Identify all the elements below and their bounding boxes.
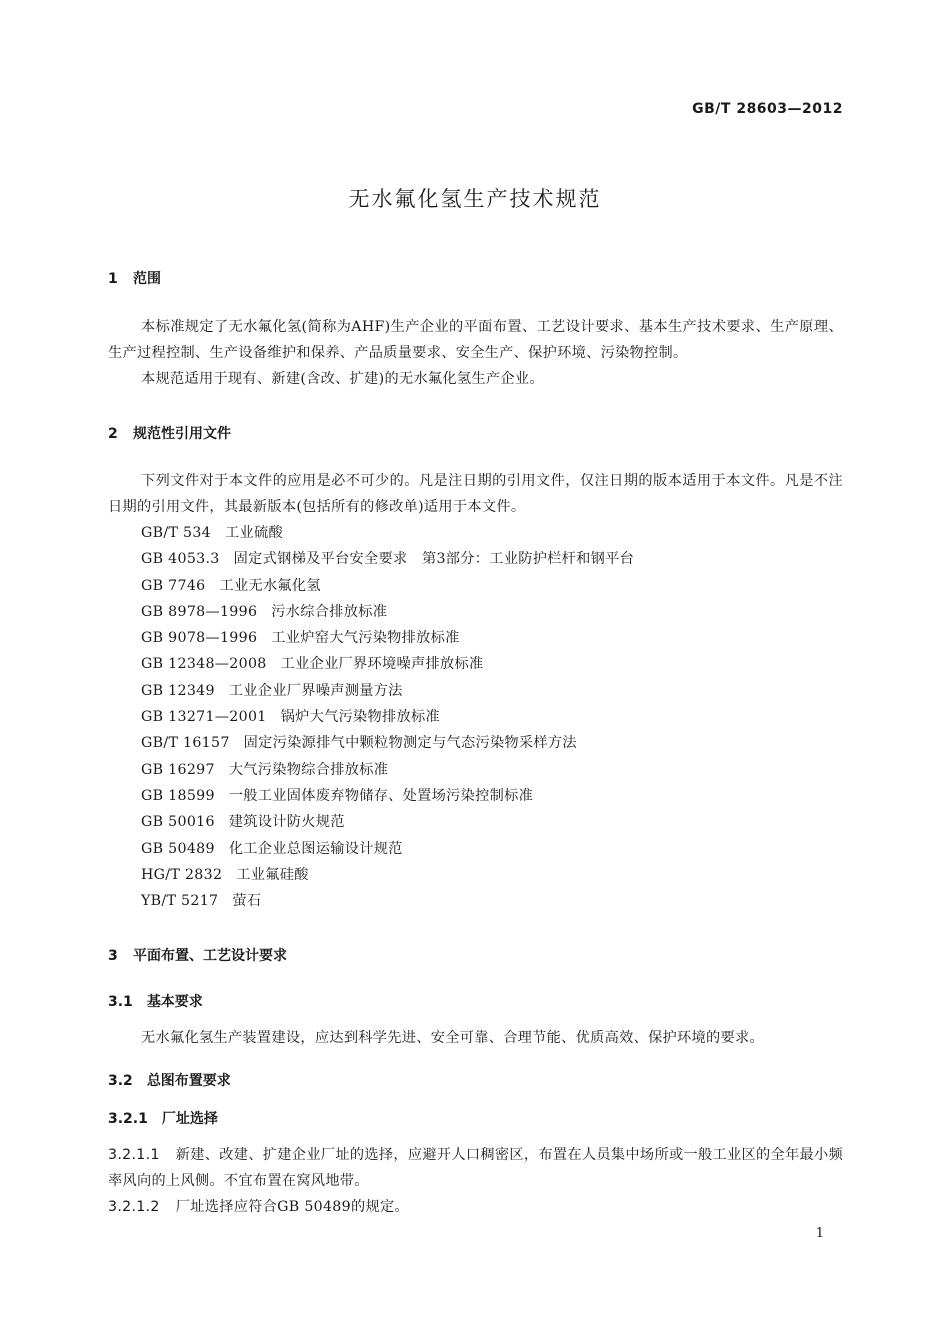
reference-code: GB 13271—2001 — [141, 709, 267, 726]
reference-title: 大气污染物综合排放标准 — [228, 761, 389, 778]
reference-code: GB 50016 — [141, 814, 215, 831]
reference-item — [108, 862, 843, 888]
reference-item — [108, 625, 843, 651]
reference-item — [108, 520, 843, 546]
reference-title: 固定式钢梯及平台安全要求 第3部分：工业防护栏杆和钢平台 — [233, 551, 635, 568]
section-title: 平面布置、工艺设计要求 — [133, 948, 287, 964]
clause-3-2-1-1 — [108, 1142, 843, 1194]
section-3-heading — [108, 945, 843, 965]
subsection-number: 3.2.1 — [108, 1111, 148, 1127]
standard-code: GB/T 28603—2012 — [692, 101, 843, 117]
reference-title: 工业硫酸 — [225, 525, 283, 541]
reference-code: GB 4053.3 — [141, 551, 220, 568]
reference-title: 工业无水氟化氢 — [219, 577, 321, 594]
reference-code: GB/T 534 — [141, 525, 211, 541]
subsection-title: 基本要求 — [146, 994, 203, 1010]
reference-title: 锅炉大气污染物排放标准 — [280, 709, 440, 726]
reference-code: HG/T 2832 — [141, 866, 223, 883]
reference-item — [108, 730, 843, 756]
reference-code: GB 7746 — [141, 577, 206, 594]
reference-title: 萤石 — [232, 893, 262, 910]
reference-item — [108, 757, 843, 783]
subsection-3-2-1-heading — [108, 1108, 843, 1128]
reference-item — [108, 888, 843, 914]
reference-code: GB 50489 — [141, 840, 215, 857]
reference-item — [108, 678, 843, 704]
reference-item — [108, 836, 843, 862]
reference-item — [108, 783, 843, 809]
reference-item — [108, 651, 843, 677]
reference-item — [108, 599, 843, 625]
reference-code: GB 12349 — [141, 682, 215, 699]
section-title: 范围 — [133, 271, 161, 287]
section-number: 3 — [108, 948, 118, 964]
section-1-paragraph-2: 本规范适用于现有、新建(含改、扩建)的无水氟化氢生产企业。 — [141, 371, 544, 387]
reference-title: 工业炉窑大气污染物排放标准 — [271, 630, 460, 647]
clause-text: 厂址选择应符合GB 50489的规定。 — [175, 1199, 409, 1215]
subsection-number: 3.2 — [108, 1073, 133, 1089]
reference-code: YB/T 5217 — [141, 893, 219, 910]
reference-code: GB 18599 — [141, 787, 215, 804]
reference-title: 污水综合排放标准 — [271, 603, 388, 620]
section-1-paragraph-1: 本标准规定了无水氟化氢(简称为AHF)生产企业的平面布置、工艺设计要求、基本生产技术要求、生产原理、生产过程控制、生产设备维护和保养、产品质量要求、安全生产、保护环境、污染物控制。 — [108, 319, 843, 361]
reference-code: GB 8978—1996 — [141, 603, 258, 620]
clause-number: 3.2.1.1 — [108, 1147, 160, 1163]
reference-item — [108, 573, 843, 599]
section-2-heading — [108, 423, 843, 443]
subsection-3-1-heading — [108, 991, 843, 1011]
section-title: 规范性引用文件 — [133, 426, 231, 442]
reference-item — [108, 704, 843, 730]
reference-title: 建筑设计防火规范 — [228, 814, 345, 831]
section-2-paragraph-1: 下列文件对于本文件的应用是必不可少的。凡是注日期的引用文件，仅注日期的版本适用于本文件。凡是不注日期的引用文件，其最新版本(包括所有的修改单)适用于本文件。 — [108, 473, 843, 515]
subsection-3-2-heading — [108, 1070, 843, 1090]
reference-code: GB/T 16157 — [141, 735, 230, 752]
reference-code: GB 16297 — [141, 761, 215, 778]
reference-item — [108, 546, 843, 572]
clause-text: 新建、改建、扩建企业厂址的选择，应避开人口稠密区，布置在人员集中场所或一般工业区的全年最小频率风向的上风侧。不宜布置在窝风地带。 — [108, 1147, 843, 1189]
reference-title: 工业企业厂界噪声测量方法 — [228, 682, 403, 699]
normative-references-list — [108, 520, 843, 914]
subsection-title: 总图布置要求 — [146, 1073, 231, 1089]
reference-code: GB 12348—2008 — [141, 656, 267, 673]
document-title: 无水氟化氢生产技术规范 — [348, 187, 602, 211]
subsection-3-1-paragraph: 无水氟化氢生产装置建设，应达到科学先进、安全可靠、合理节能、优质高效、保护环境的要求。 — [141, 1030, 764, 1046]
reference-item — [108, 809, 843, 835]
reference-title: 工业企业厂界环境噪声排放标准 — [280, 656, 484, 673]
subsection-number: 3.1 — [108, 994, 133, 1010]
section-number: 2 — [108, 426, 118, 442]
subsection-title: 厂址选择 — [161, 1111, 218, 1127]
reference-title: 固定污染源排气中颗粒物测定与气态污染物采样方法 — [243, 735, 577, 752]
reference-code: GB 9078—1996 — [141, 630, 258, 647]
section-1-heading — [108, 268, 843, 288]
section-number: 1 — [108, 271, 118, 287]
reference-title: 一般工业固体废弃物储存、处置场污染控制标准 — [228, 787, 534, 804]
clause-number: 3.2.1.2 — [108, 1199, 160, 1215]
reference-title: 化工企业总图运输设计规范 — [228, 840, 403, 857]
page-number: 1 — [815, 1226, 824, 1241]
reference-title: 工业氟硅酸 — [236, 866, 309, 883]
clause-3-2-1-2 — [108, 1194, 843, 1220]
